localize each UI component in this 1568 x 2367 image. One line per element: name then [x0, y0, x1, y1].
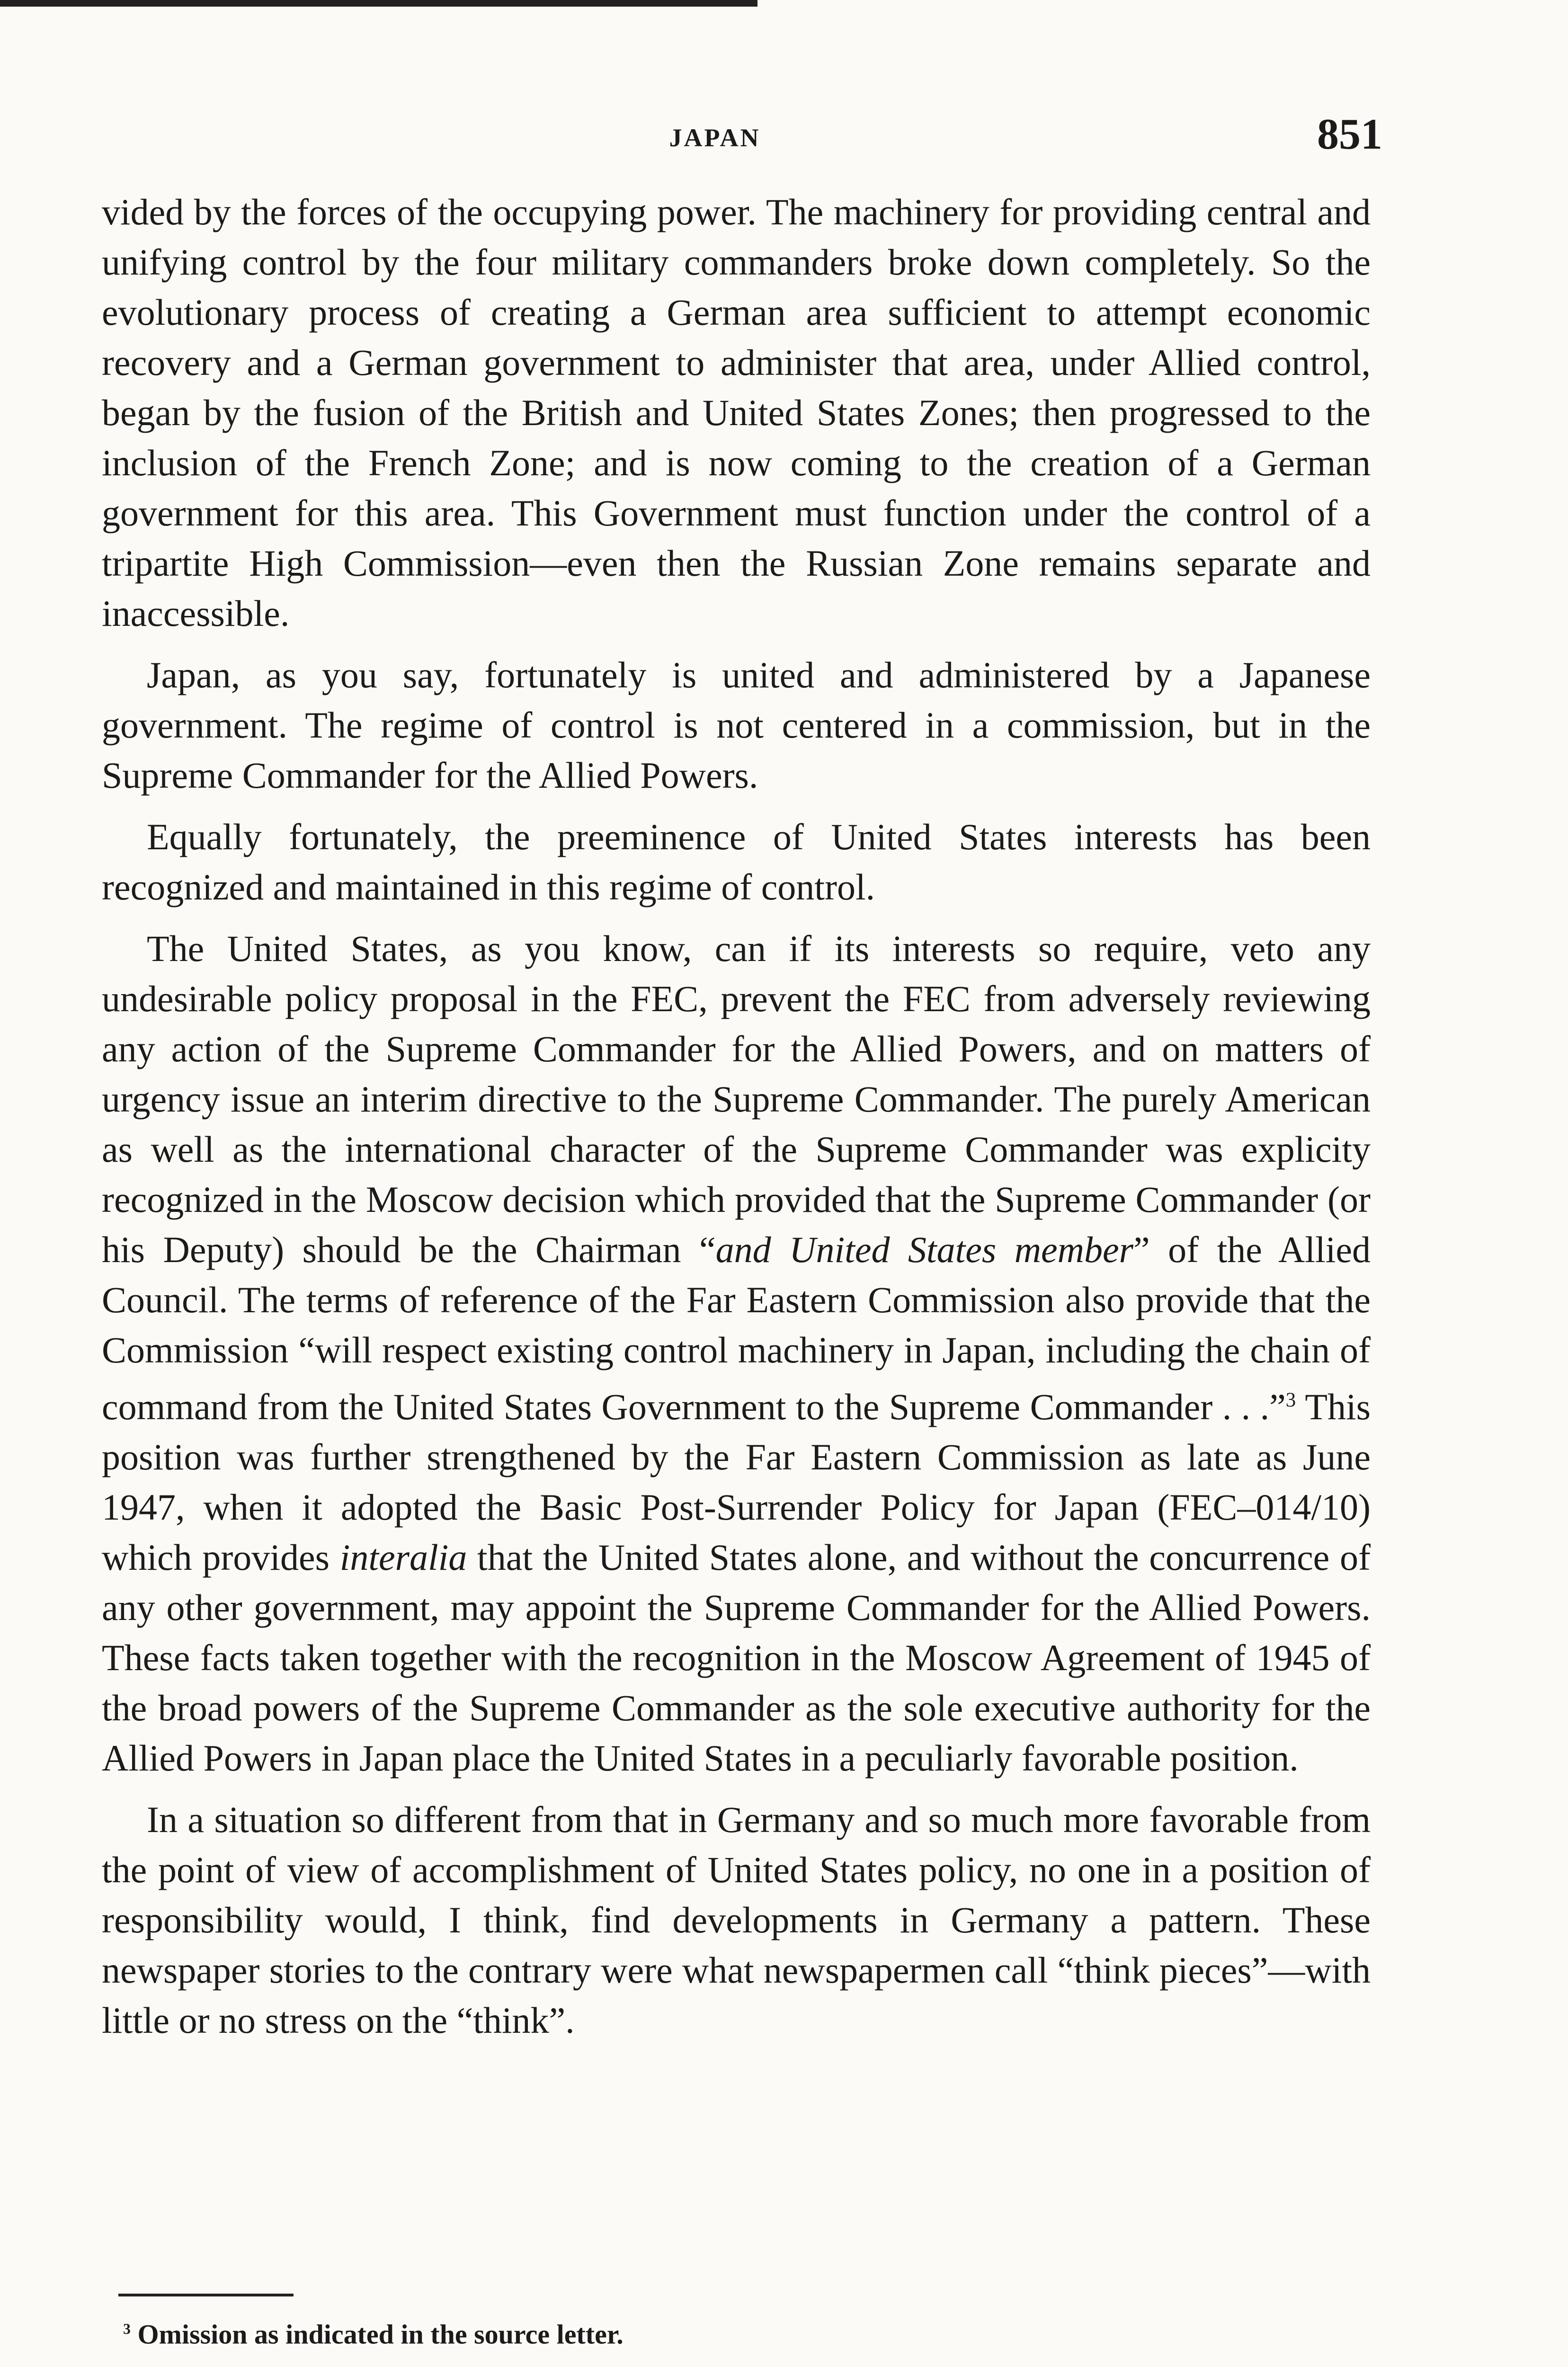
paragraph-us-powers: [102, 924, 1371, 1783]
italic-and-united-states-member: and United States member: [715, 1229, 1133, 1270]
running-head-title: JAPAN: [669, 124, 761, 152]
body-text: [102, 187, 1371, 2057]
top-border-rule: [0, 0, 757, 7]
footnote-text: Omission as indicated in the source letter.: [137, 2319, 624, 2350]
paragraph-us-preeminence: Equally fortunately, the preeminence of United States interests has been recognized and maintained in this regime of control.: [102, 816, 1371, 908]
footnote-reference-3: 3: [1285, 1389, 1296, 1411]
paragraph-continuation: vided by the forces of the occupying power. The machinery for providing central and unifying control by the four military commanders broke down completely. So the evolutionary process of creating a German area sufficient to attempt economic recovery and a German government to administer that area, under Allied control, began by the fusion of the British and United States Zones; then progressed to the inclusion of the French Zone; and is now coming to the creation of a German government for this area. This Government must function under the control of a tripartite High Commission—even then the Russian Zone remains separate and inaccessible.: [102, 191, 1371, 634]
italic-inter-alia: interalia: [339, 1537, 467, 1578]
paragraph-us-powers-text-1: The United States, as you know, can if its interests so require, veto any undesirable policy proposal in the FEC, prevent the FEC from adversely reviewing any action of the Supreme Commander for the Allied Powers, and on matters of urgency issue an interim directive to the Supreme Commander. The purely American as well as the international character of the Supreme Commander was explicity recognized in the Moscow decision which provided that the Supreme Commander (or his Deputy) should be the Chairman “: [102, 928, 1371, 1270]
paragraph-us-powers-text-3: This position was further strengthened by the Far Eastern Commission as late as June 1947, when it adopted the Basic Post-Surrender Policy for Japan (FEC–014/10) which provides: [102, 1386, 1371, 1578]
footnote-separator: [118, 2294, 294, 2296]
paragraph-germany-pattern: In a situation so different from that in Germany and so much more favorable from the point of view of accomplishment of United States policy, no one in a position of responsibility would, I think, find developments in Germany a pattern. These newspaper stories to the contrary were what newspapermen call “think pieces”—with little or no stress on the “think”.: [102, 1799, 1371, 2041]
paragraph-us-powers-text-2: ” of the Allied Council. The terms of reference of the Far Eastern Commission also provide that the Commission “will respect existing control machinery in Japan, including the chain of command from the United States Government to the Supreme Commander . . .”: [102, 1229, 1371, 1427]
paragraph-japan-united: Japan, as you say, fortunately is united and administered by a Japanese government. The regime of control is not centered in a commission, but in the Supreme Commander for the Allied Powers.: [102, 654, 1371, 796]
running-head: [0, 109, 1568, 166]
footnote-marker: 3: [123, 2321, 131, 2337]
paragraph-us-powers-text-4: that the United States alone, and without the concurrence of any other government, may appoint the Supreme Commander for the Allied Powers. These facts taken together with the recognition in the Moscow Agreement of 1945 of the broad powers of the Supreme Commander as the sole executive authority for the Allied Powers in Japan place the United States in a peculiarly favorable position.: [102, 1537, 1371, 1779]
footnote: [123, 2310, 1363, 2353]
page-number: 851: [1317, 110, 1382, 158]
